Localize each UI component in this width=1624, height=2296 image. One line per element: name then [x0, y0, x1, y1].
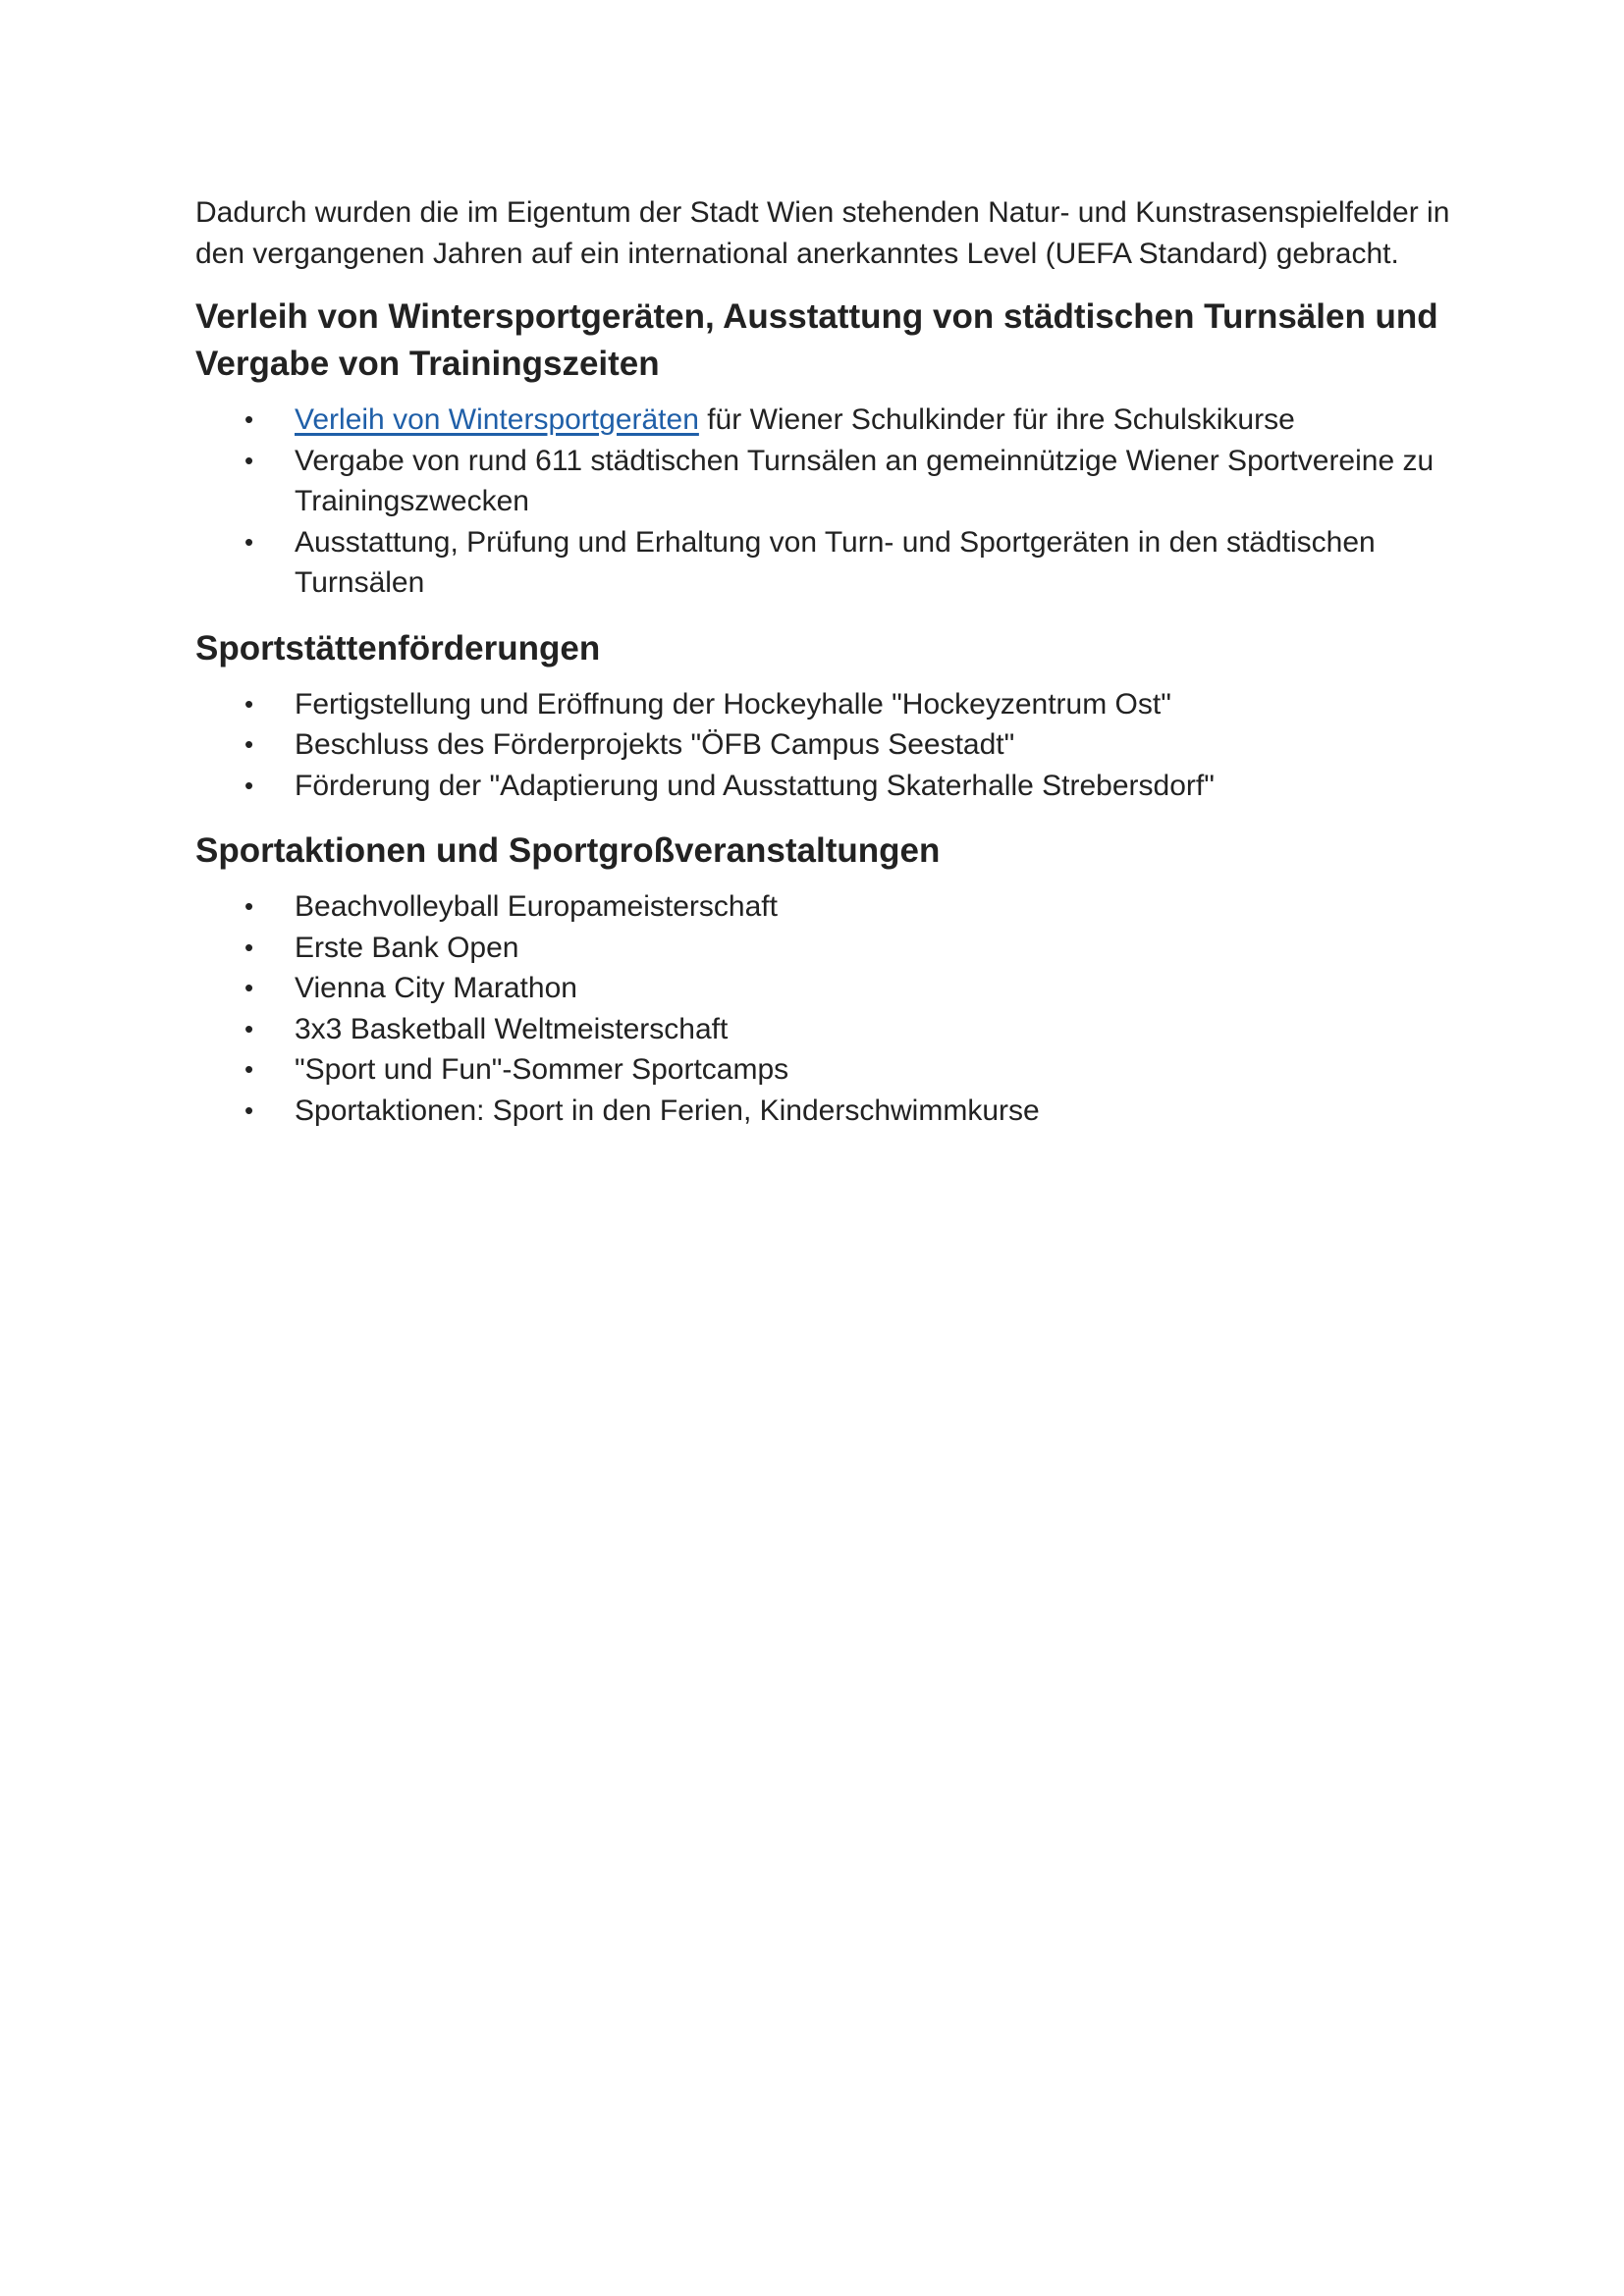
bullet-icon: • — [244, 404, 254, 434]
heading-sportaktionen: Sportaktionen und Sportgroßveranstaltungen — [195, 831, 941, 870]
list-item — [195, 1009, 1462, 1050]
list-item — [195, 400, 1462, 441]
list-item — [195, 684, 1462, 725]
list-item-text: Beschluss des Förderprojekts "ÖFB Campus Seestadt" — [295, 728, 1015, 761]
list-item-text: 3x3 Basketball Weltmeisterschaft — [295, 1012, 729, 1045]
list-item-text: Beachvolleyball Europameisterschaft — [295, 890, 778, 923]
bullet-icon: • — [244, 973, 254, 1002]
list-item-text: Erste Bank Open — [295, 931, 519, 964]
bullet-icon: • — [244, 688, 254, 719]
list-item-text: für Wiener Schulkinder für ihre Schulskikurse — [698, 403, 1295, 436]
list-item-text: Förderung der "Adaptierung und Ausstattung Skaterhalle Strebersdorf" — [295, 769, 1215, 802]
list-item — [195, 724, 1462, 766]
list-item — [195, 886, 1462, 928]
list-wintersport — [195, 400, 1462, 604]
wintersport-link[interactable]: Verleih von Wintersportgeräten — [295, 403, 699, 436]
list-sportaktionen — [195, 886, 1462, 1131]
list-item-text: Ausstattung, Prüfung und Erhaltung von Turn- und Sportgeräten in den städtischen Turnsälen — [295, 525, 1376, 599]
list-item — [195, 928, 1462, 969]
bullet-icon: • — [244, 729, 254, 759]
list-item — [195, 968, 1462, 1009]
list-item-text: Fertigstellung und Eröffnung der Hockeyhalle "Hockeyzentrum Ost" — [295, 687, 1171, 721]
bullet-icon: • — [244, 1095, 254, 1125]
list-item-text: Vergabe von rund 611 städtischen Turnsälen an gemeinnützige Wiener Sportvereine zu Trainingszwecken — [295, 444, 1435, 517]
heading-sportstaettenfoerderungen: Sportstättenförderungen — [195, 628, 601, 667]
list-foerderungen — [195, 684, 1462, 807]
list-item-text: Sportaktionen: Sport in den Ferien, Kinderschwimmkurse — [295, 1094, 1040, 1127]
bullet-icon: • — [244, 1054, 254, 1084]
list-item-text: Vienna City Marathon — [295, 972, 577, 1004]
list-item — [195, 766, 1462, 807]
bullet-icon: • — [244, 1013, 254, 1043]
bullet-icon: • — [244, 770, 254, 800]
list-item — [195, 522, 1462, 604]
bullet-icon: • — [244, 891, 254, 921]
list-item — [195, 1091, 1462, 1132]
document-content — [195, 192, 1462, 1131]
bullet-icon: • — [244, 445, 254, 475]
intro-paragraph: Dadurch wurden die im Eigentum der Stadt Wien stehenden Natur- und Kunstrasenspielfelder in den vergangenen Jahren auf ein international anerkanntes Level (UEFA Standard) gebracht. — [195, 196, 1450, 270]
bullet-icon: • — [244, 932, 254, 962]
list-item — [195, 1049, 1462, 1091]
list-item — [195, 441, 1462, 522]
list-item-text: "Sport und Fun"-Sommer Sportcamps — [295, 1053, 789, 1086]
heading-wintersport: Verleih von Wintersportgeräten, Ausstattung von städtischen Turnsälen und Vergabe von Trainingszeiten — [195, 297, 1438, 383]
bullet-icon: • — [244, 526, 254, 557]
